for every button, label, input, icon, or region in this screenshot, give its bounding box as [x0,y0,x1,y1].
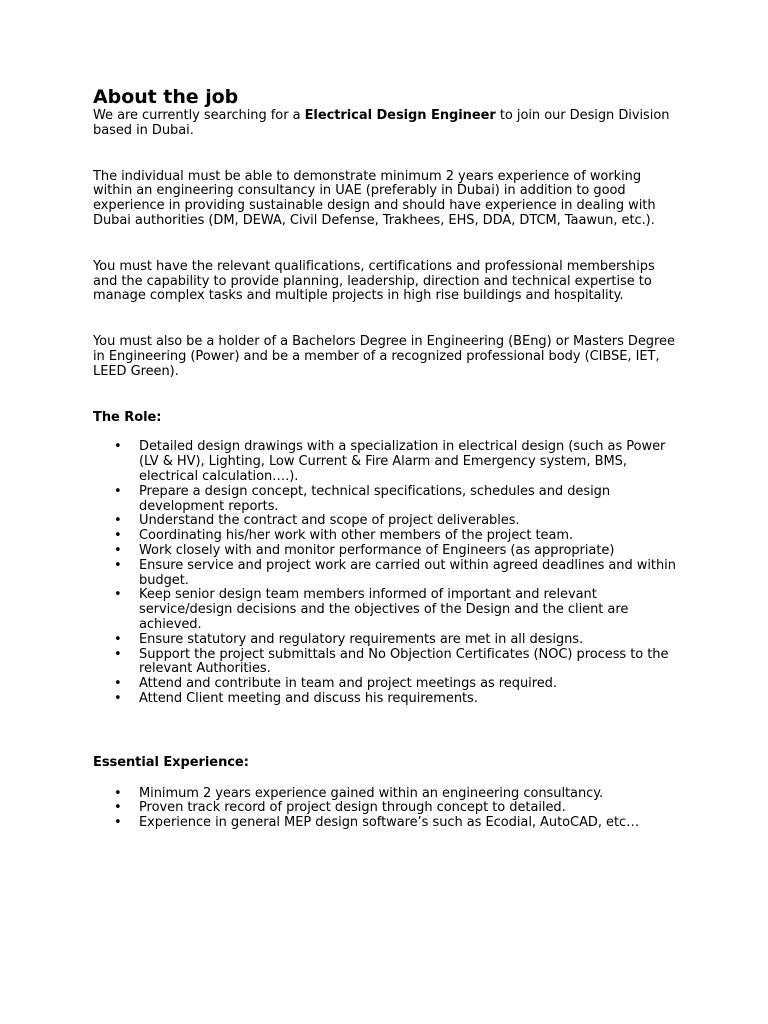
bullet-icon: • [114,676,122,692]
list-item: • Attend and contribute in team and project meetings as required. [114,676,557,692]
bullet-icon: • [114,690,122,706]
bullet-icon: • [114,528,122,544]
experience-heading: Essential Experience: [93,754,249,770]
list-item: • Attend Client meeting and discuss his requirements. [114,690,478,706]
bullet-icon: • [114,815,122,831]
list-item: • Work closely with and monitor performance of Engineers (as appropriate) [114,542,615,558]
intro-paragraph [93,109,683,139]
document-page [93,86,683,831]
list-item: • Coordinating his/her work with other members of the project team. [114,528,574,544]
list-item: • Understand the contract and scope of project deliverables. [114,513,520,529]
bullet-icon: • [114,439,122,455]
bullet-icon: • [114,557,122,573]
bullet-icon: • [114,587,122,603]
list-item: • Ensure service and project work are carried out within agreed deadlines and within budget. [114,557,676,588]
bullet-icon: • [114,646,122,662]
list-item: • Support the project submittals and No Objection Certificates (NOC) process to the relevant Authorities. [114,646,669,677]
intro-text-after: to join our Design Division based in Dubai. [93,108,670,138]
experience-paragraph: The individual must be able to demonstrate minimum 2 years experience of working within an engineering consultancy in UAE (preferably in Dubai) in addition to good experience in providing sustainable design and should have experience in dealing with Dubai authorities (DM, DEWA, Civil Defense, Trakhees, EHS, DDA, DTCM, Taawun, etc.). [93,168,656,228]
bullet-icon: • [114,800,122,816]
page-title: About the job [93,86,239,108]
list-item: • Experience in general MEP design software’s such as Ecodial, AutoCAD, etc… [114,815,640,831]
list-item: • Prepare a design concept, technical specifications, schedules and design development reports. [114,483,611,514]
bullet-icon: • [114,483,122,499]
qualifications-paragraph: You must have the relevant qualifications, certifications and professional memberships and the capability to provide planning, leadership, direction and technical expertise to manage complex tasks and multiple projects in high rise buildings and hospitality. [93,258,655,304]
list-item: • Ensure statutory and regulatory requirements are met in all designs. [114,631,584,647]
bullet-icon: • [114,513,122,529]
bullet-icon: • [114,542,122,558]
job-title-bold: Electrical Design Engineer [304,108,496,123]
degree-paragraph: You must also be a holder of a Bachelors Degree in Engineering (BEng) or Masters Degree in Engineering (Power) and be a member of a recognized professional body (CIBSE, IET, LEED Green). [93,334,675,379]
bullet-icon: • [114,785,122,801]
bullet-icon: • [114,631,122,647]
intro-text-before: We are currently searching for a [93,108,305,123]
role-list [93,440,683,706]
role-heading: The Role: [93,409,162,425]
experience-list [93,787,683,831]
list-item: • Detailed design drawings with a specialization in electrical design (such as Power (LV & HV), Lighting, Low Current & Fire Alarm and Emergency system, BMS, electrical calculation….). [114,439,666,484]
list-item: • Proven track record of project design through concept to detailed. [114,800,566,816]
list-item: • Keep senior design team members informed of important and relevant service/design decisions and the objectives of the Design and the client are achieved. [114,587,629,632]
list-item: • Minimum 2 years experience gained within an engineering consultancy. [114,785,604,801]
